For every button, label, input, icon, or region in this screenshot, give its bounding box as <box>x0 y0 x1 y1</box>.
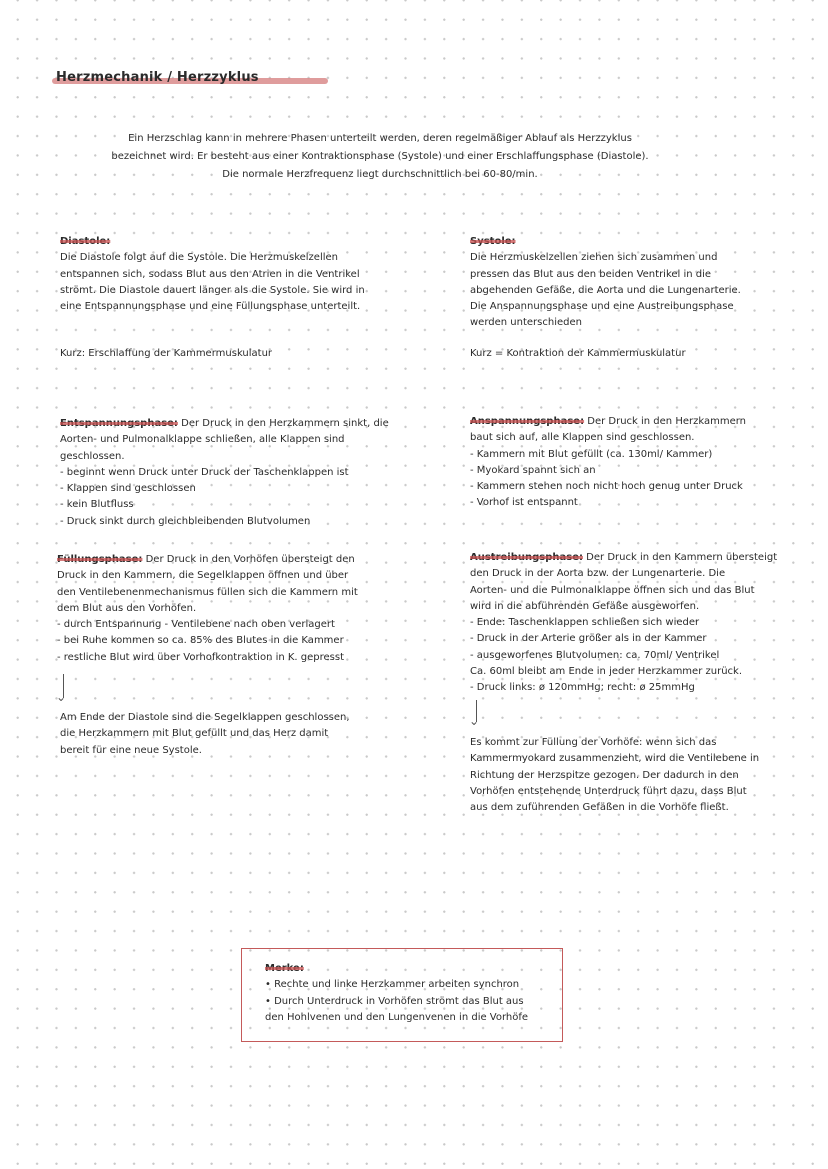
fuellung-line: Druck in den Kammern, die Segelklappen öffnen und über <box>57 570 349 582</box>
fuellung-line: - durch Entspannung - Ventilebene nach oben verlagert <box>57 619 335 631</box>
austreibung-end-line: Kammermyokard zusammenzieht, wird die Ventilebene in <box>470 753 760 765</box>
arrow-head-icon: ⌄ <box>469 714 480 728</box>
austreibung-end-line: Vorhöfen entstehende Unterdruck führt dazu, dass Blut <box>470 785 747 797</box>
fuellung-end-line: bereit für eine neue Systole. <box>60 744 202 756</box>
diastole-section <box>60 234 365 315</box>
intro-line: Die normale Herzfrequenz liegt durchschnittlich bei 60-80/min. <box>222 169 538 180</box>
anspannung-line: baut sich auf, alle Klappen sind geschlossen. <box>470 432 695 444</box>
entspannung-line: geschlossen. <box>60 450 125 462</box>
fuellung-section <box>57 552 358 666</box>
page-title: Herzmechanik / Herzzyklus <box>56 70 259 85</box>
systole-line: werden unterschieden <box>470 317 582 329</box>
diastole-heading: Diastole: <box>60 236 111 247</box>
systole-line: Die Anspannungsphase und eine Austreibungsphase <box>470 301 734 313</box>
merke-line: • Durch Unterdruck in Vorhöfen strömt das Blut aus <box>265 995 524 1007</box>
austreibung-line: den Druck in der Aorta bzw. der Lungenarterie. Die <box>470 568 726 580</box>
austreibung-end-line: Es kommt zur Füllung der Vorhöfe: wenn sich das <box>470 737 717 748</box>
entspannung-line: - Klappen sind geschlossen <box>60 483 196 495</box>
intro-line: bezeichnet wird. Er besteht aus einer Kontraktionsphase (Systole) und einer Erschlaffungsphase (Diastole). <box>111 151 649 162</box>
entspannung-line: - beginnt wenn Druck unter Druck der Taschenklappen ist <box>60 466 349 478</box>
austreibung-line: - Druck in der Arterie größer als in der Kammer <box>470 633 707 645</box>
fuellung-line: den Ventilebenenmechanismus füllen sich die Kammern mit <box>57 586 358 598</box>
austreibung-line: - ausgeworfenes Blutvolumen: ca. 70ml/ Ventrikel <box>470 649 720 661</box>
diastole-summary <box>60 346 272 362</box>
diastole-line: entspannen sich, sodass Blut aus den Atrien in die Ventrikel <box>60 268 360 280</box>
systole-section <box>470 234 741 332</box>
entspannung-heading: Entspannungsphase: <box>60 418 178 429</box>
systole-summary <box>470 346 686 362</box>
systole-kurz: Kurz = Kontraktion der Kammermuskulatur <box>470 348 686 359</box>
anspannung-line: - Kammern mit Blut gefüllt (ca. 130ml/ Kammer) <box>470 448 713 460</box>
systole-end-section <box>470 735 759 816</box>
systole-heading: Systole: <box>470 236 516 247</box>
entspannung-line: - kein Blutfluss <box>60 499 134 511</box>
anspannung-line: - Vorhof ist entspannt <box>470 497 578 509</box>
arrow-head-icon: ⌄ <box>56 690 67 704</box>
entspannung-section <box>60 416 389 530</box>
merke-heading: Merke: <box>265 963 304 974</box>
entspannung-line: - Druck sinkt durch gleichbleibenden Blutvolumen <box>60 515 311 527</box>
diastole-end-section <box>60 710 350 759</box>
anspannung-line: - Myokard spannt sich an <box>470 464 596 476</box>
austreibung-line: - Ende: Taschenklappen schließen sich wieder <box>470 617 700 629</box>
austreibung-line: Ca. 60ml bleibt am Ende in jeder Herzkammer zurück. <box>470 666 742 678</box>
austreibung-heading: Austreibungsphase: <box>470 552 583 563</box>
diastole-line: strömt. Die Diastole dauert länger als die Systole. Sie wird in <box>60 284 365 296</box>
fuellung-line: - restliche Blut wird über Vorhofkontraktion in K. gepresst <box>57 651 345 663</box>
systole-line: pressen das Blut aus den beiden Ventrikel in die <box>470 268 712 280</box>
austreibung-line: wird in die abführenden Gefäße ausgeworfen. <box>470 600 700 612</box>
fuellung-heading: Füllungsphase: <box>57 554 143 565</box>
systole-line: Die Herzmuskelzellen ziehen sich zusammen und <box>470 252 718 264</box>
diastole-line: Die Diastole folgt auf die Systole. Die Herzmuskelzellen <box>60 252 339 264</box>
entspannung-line: Aorten- und Pulmonalklappe schließen, alle Klappen sind <box>60 434 345 446</box>
diastole-kurz: Kurz: Erschlaffung der Kammermuskulatur <box>60 348 273 359</box>
austreibung-line: Aorten- und die Pulmonalklappe öffnen sich und das Blut <box>470 584 755 596</box>
anspannung-section <box>470 414 746 512</box>
austreibung-end-line: aus dem zuführenden Gefäßen in die Vorhöfe fließt. <box>470 802 729 814</box>
austreibung-section <box>470 550 777 697</box>
fuellung-end-line: die Herzkammern mit Blut gefüllt und das Herz damit <box>60 728 329 740</box>
page-title-wrapper <box>56 70 336 85</box>
fuellung-line: dem Blut aus den Vorhöfen. <box>57 602 197 614</box>
merke-line: den Hohlvenen und den Lungenvenen in die Vorhöfe <box>265 1011 529 1023</box>
entspannung-first-line: Der Druck in den Herzkammern sinkt, die <box>177 418 389 429</box>
merke-line: • Rechte und linke Herzkammer arbeiten synchron <box>265 979 520 991</box>
fuellung-line: - bei Ruhe kommen so ca. 85% des Blutes in die Kammer <box>57 635 344 647</box>
intro-paragraph <box>80 130 680 184</box>
anspannung-first-line: Der Druck in den Herzkammern <box>584 416 746 427</box>
merke-box <box>241 948 563 1042</box>
diastole-line: eine Entspannungsphase und eine Füllungsphase unterteilt. <box>60 301 361 313</box>
intro-line: Ein Herzschlag kann in mehrere Phasen unterteilt werden, deren regelmäßiger Ablauf als Herzzyklus <box>128 133 632 144</box>
anspannung-line: - Kammern stehen noch nicht hoch genug unter Druck <box>470 481 743 493</box>
austreibung-end-line: Richtung der Herzspitze gezogen. Der dadurch in den <box>470 769 739 781</box>
anspannung-heading: Anspannungsphase: <box>470 416 585 427</box>
systole-line: abgehenden Gefäße, die Aorta und die Lungenarterie. <box>470 284 741 296</box>
fuellung-end-line: Am Ende der Diastole sind die Segelklappen geschlossen, <box>60 712 350 723</box>
austreibung-first-line: Der Druck in den Kammern übersteigt <box>583 552 778 563</box>
austreibung-line: - Druck links: ø 120mmHg; recht: ø 25mmHg <box>470 682 695 694</box>
fuellung-first-line: Der Druck in den Vorhöfen übersteigt den <box>142 554 355 565</box>
